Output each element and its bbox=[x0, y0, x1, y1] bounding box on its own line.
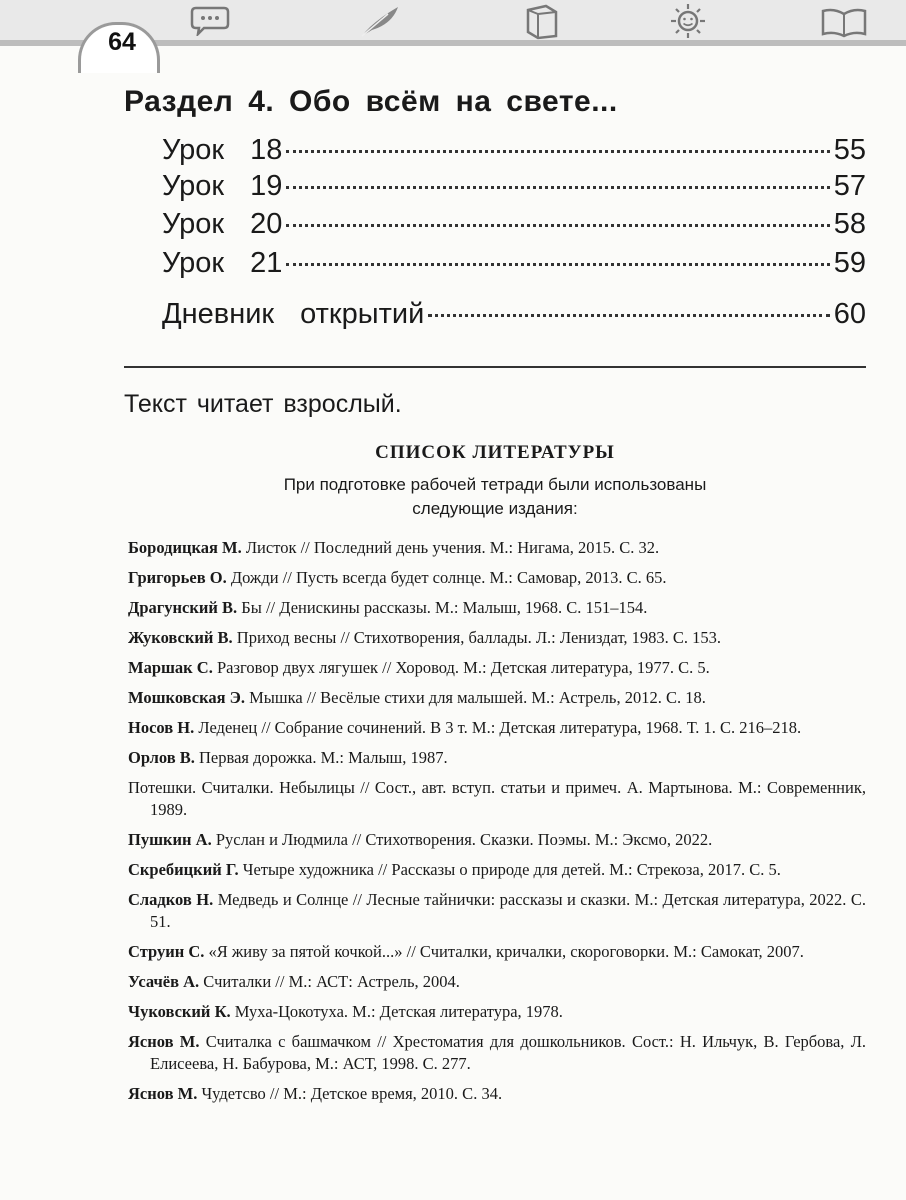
book-icon bbox=[522, 4, 560, 40]
entry-author: Жуковский В. bbox=[128, 628, 233, 647]
bibliography-list bbox=[128, 537, 866, 1113]
adult-reads-note: Текст читает взрослый. bbox=[124, 390, 402, 418]
entry-author: Маршак С. bbox=[128, 658, 213, 677]
toc-row bbox=[162, 247, 866, 287]
toc-page: 57 bbox=[833, 170, 866, 202]
dot-leader bbox=[428, 314, 829, 317]
entry-text: Медведь и Солнце // Лесные тайнички: рассказы и сказки. М.: Детская литература, 2022. С. 51. bbox=[150, 890, 866, 931]
entry-text: Леденец // Собрание сочинений. В 3 т. М.: Детская литература, 1968. Т. 1. С. 216–218. bbox=[198, 718, 802, 737]
entry-author: Скребицкий Г. bbox=[128, 860, 239, 879]
entry-text: Приход весны // Стихотворения, баллады. Л.: Лениздат, 1983. С. 153. bbox=[236, 628, 722, 647]
toc-row bbox=[162, 170, 866, 210]
toc-label: Урок 19 bbox=[162, 170, 283, 202]
toc-row-diary bbox=[162, 298, 866, 338]
toc-row bbox=[162, 208, 866, 248]
speech-bubble-icon bbox=[190, 4, 230, 36]
bibliography-entry bbox=[128, 889, 866, 933]
dot-leader bbox=[286, 263, 829, 266]
bibliography-entry bbox=[128, 627, 866, 649]
page-number: 64 bbox=[108, 28, 136, 56]
entry-author: Бородицкая М. bbox=[128, 538, 242, 557]
dot-leader bbox=[286, 150, 829, 153]
bibliography-heading: СПИСОК ЛИТЕРАТУРЫ bbox=[375, 442, 615, 463]
entry-text: Дожди // Пусть всегда будет солнце. М.: Самовар, 2013. С. 65. bbox=[230, 568, 667, 587]
entry-author: Носов Н. bbox=[128, 718, 195, 737]
dot-leader bbox=[286, 186, 829, 189]
bibliography-entry bbox=[128, 687, 866, 709]
entry-text: Мышка // Весёлые стихи для малышей. М.: Астрель, 2012. С. 18. bbox=[249, 688, 706, 707]
bibliography-entry bbox=[128, 717, 866, 739]
entry-author: Григорьев О. bbox=[128, 568, 227, 587]
toc-page: 59 bbox=[833, 247, 866, 279]
toc-label: Урок 18 bbox=[162, 134, 283, 166]
feather-icon bbox=[358, 4, 402, 38]
entry-text: «Я живу за пятой кочкой...» // Считалки, кричалки, скороговорки. М.: Самокат, 2007. bbox=[208, 942, 804, 961]
bibliography-entry bbox=[128, 1031, 866, 1075]
entry-text: Считалка с башмачком // Хрестоматия для дошкольников. Сост.: Н. Ильчук, В. Гербова, Л. Елисеева, Н. Бабурова, М.: АСТ, 1998. С. 277. bbox=[150, 1032, 867, 1073]
toc-label: Дневник открытий bbox=[162, 298, 425, 330]
bibliography-entry bbox=[128, 657, 866, 679]
entry-author: Драгунский В. bbox=[128, 598, 238, 617]
bibliography-entry bbox=[128, 859, 866, 881]
intro-line: следующие издания: bbox=[412, 499, 578, 518]
entry-text: Первая дорожка. М.: Малыш, 1987. bbox=[199, 748, 448, 767]
toc-row bbox=[162, 134, 866, 174]
section-title: Раздел 4. Обо всём на свете... bbox=[124, 85, 618, 118]
entry-author: Чуковский К. bbox=[128, 1002, 231, 1021]
toc-page: 60 bbox=[833, 298, 866, 330]
bibliography-entry bbox=[128, 1083, 866, 1105]
entry-text: Чудетсво // М.: Детское время, 2010. С. 34. bbox=[201, 1084, 503, 1103]
bibliography-entry bbox=[128, 941, 866, 963]
toc-label: Урок 21 bbox=[162, 247, 283, 279]
sun-icon bbox=[668, 2, 708, 40]
open-book-icon bbox=[820, 6, 868, 38]
entry-author: Мошковская Э. bbox=[128, 688, 245, 707]
toc-page: 58 bbox=[833, 208, 866, 240]
entry-text: Листок // Последний день учения. М.: Нигама, 2015. С. 32. bbox=[245, 538, 660, 557]
entry-text: Руслан и Людмила // Стихотворения. Сказки. Поэмы. М.: Эксмо, 2022. bbox=[215, 830, 713, 849]
entry-author: Усачёв А. bbox=[128, 972, 200, 991]
entry-text: Бы // Денискины рассказы. М.: Малыш, 1968. С. 151–154. bbox=[241, 598, 648, 617]
bibliography-entry bbox=[128, 567, 866, 589]
bibliography-entry bbox=[128, 1001, 866, 1023]
dot-leader bbox=[286, 224, 829, 227]
entry-author: Сладков Н. bbox=[128, 890, 214, 909]
entry-text: Четыре художника // Рассказы о природе для детей. М.: Стрекоза, 2017. С. 5. bbox=[242, 860, 781, 879]
entry-author: Орлов В. bbox=[128, 748, 195, 767]
toc-page: 55 bbox=[833, 134, 866, 166]
bibliography-entry bbox=[128, 747, 866, 769]
entry-text: Разговор двух лягушек // Хоровод. М.: Детская литература, 1977. С. 5. bbox=[216, 658, 710, 677]
entry-text: Потешки. Считалки. Небылицы // Сост., авт. вступ. статьи и примеч. А. Мартынова. М.: Современник, 1989. bbox=[128, 778, 866, 819]
bibliography-entry bbox=[128, 777, 866, 821]
entry-author: Пушкин А. bbox=[128, 830, 212, 849]
toc-label: Урок 20 bbox=[162, 208, 283, 240]
bibliography-entry bbox=[128, 971, 866, 993]
entry-author: Яснов М. bbox=[128, 1084, 198, 1103]
entry-author: Яснов М. bbox=[128, 1032, 200, 1051]
bibliography-entry bbox=[128, 537, 866, 559]
entry-author: Струин С. bbox=[128, 942, 205, 961]
bibliography-entry bbox=[128, 829, 866, 851]
entry-text: Считалки // М.: АСТ: Астрель, 2004. bbox=[203, 972, 460, 991]
entry-text: Муха-Цокотуха. М.: Детская литература, 1978. bbox=[234, 1002, 563, 1021]
section-divider bbox=[124, 366, 866, 368]
intro-line: При подготовке рабочей тетради были использованы bbox=[283, 475, 707, 494]
bibliography-entry bbox=[128, 597, 866, 619]
bibliography-intro bbox=[124, 473, 866, 521]
